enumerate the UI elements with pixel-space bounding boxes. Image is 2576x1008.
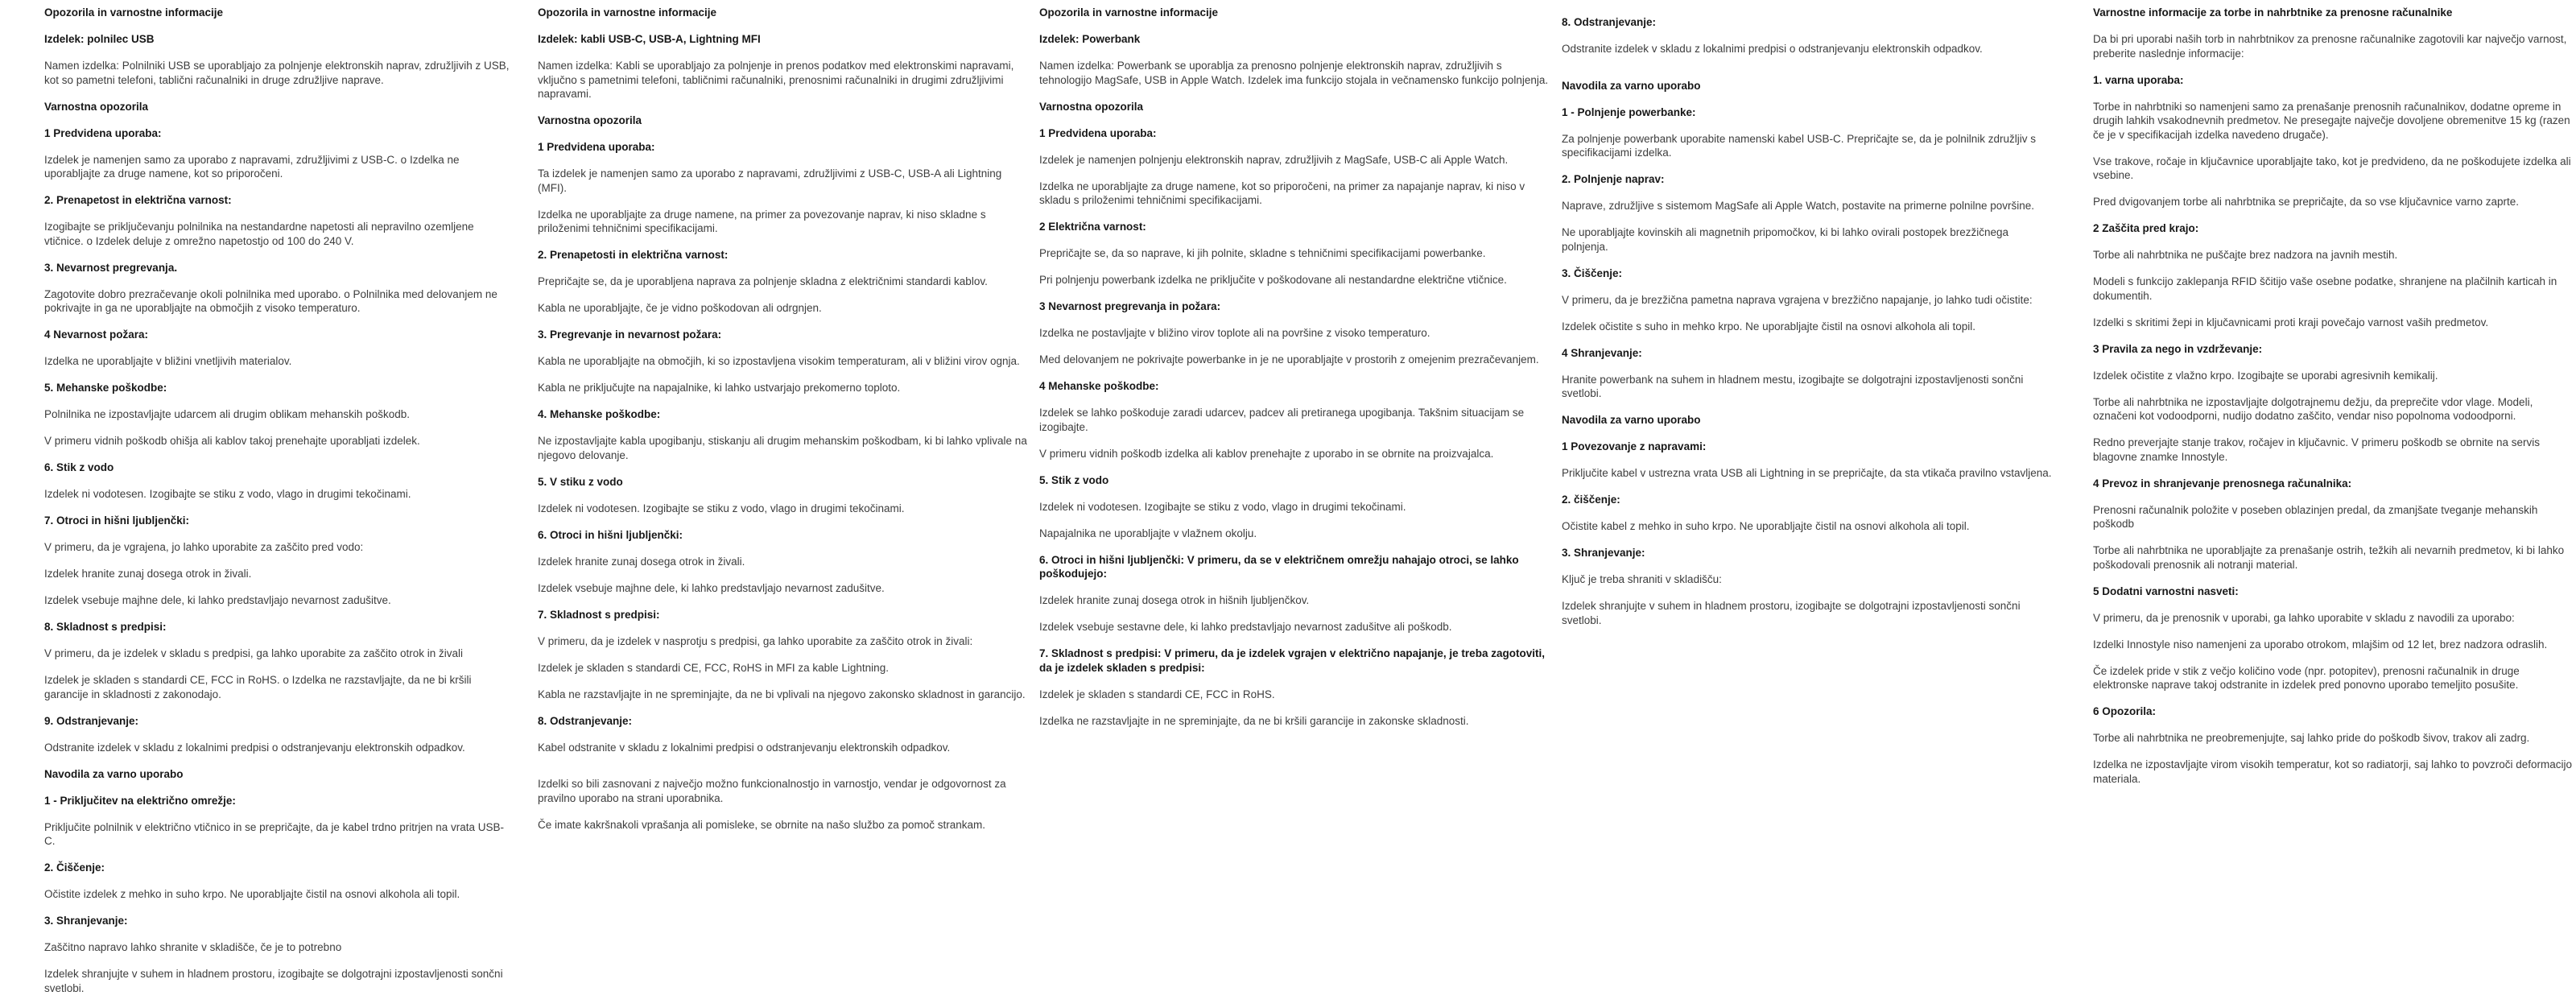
section-heading: 6. Otroci in hišni ljubljenčki: — [538, 528, 683, 541]
column-powerbank-navodila — [1562, 15, 2056, 640]
document-title: Opozorila in varnostne informacije — [44, 6, 224, 19]
paragraph: Očistite kabel z mehko in suho krpo. Ne uporabljajte čistil na osnovi alkohola ali topil. — [1562, 520, 1970, 532]
paragraph: Izdelek vsebuje majhne dele, ki lahko predstavljajo nevarnost zadušitve. — [538, 581, 885, 594]
section-heading: 1 Predvidena uporaba: — [44, 126, 162, 139]
section-heading: 5. Stik z vodo — [1039, 473, 1109, 486]
section-heading: 3 Pravila za nego in vzdrževanje: — [2093, 342, 2263, 355]
paragraph: Izdelek hranite zunaj dosega otrok in živali. — [44, 568, 252, 580]
paragraph: Izdelek shranjujte v suhem in hladnem prostoru, izogibajte se dolgotrajni izpostavljenosti sončni svetlobi. — [1562, 600, 2021, 626]
paragraph: Prepričajte se, da je uporabljena naprava za polnjenje skladna z električnimi standardi kablov. — [538, 275, 988, 287]
paragraph: V primeru, da je brezžična pametna naprava vgrajena v brezžično napajanje, jo lahko tudi očistite: — [1562, 293, 2033, 306]
paragraph: Pri polnjenju powerbank izdelka ne priključite v poškodovane ali nestandardne električne vtičnice. — [1039, 274, 1507, 286]
paragraph: Prepričajte se, da so naprave, ki jih polnite, skladne s tehničnimi specifikacijami powerbanke. — [1039, 247, 1486, 259]
column-powerbank — [1039, 6, 1550, 741]
paragraph: Če izdelek pride v stik z večjo količino vode (npr. potopitev), prenosni računalnik in druge elektronske naprave takoj odstranite in izdelek pred ponovno uporabo temeljito posušite. — [2093, 664, 2520, 691]
paragraph: Izdelek vsebuje sestavne dele, ki lahko predstavljajo nevarnost zadušitve ali poškodb. — [1039, 621, 1452, 633]
section-heading: 6. Otroci in hišni ljubljenčki: V primeru, da se v električnem omrežju nahajajo otroci, se lahko poškodujejo: — [1039, 553, 1519, 580]
section-heading: 1. varna uporaba: — [2093, 73, 2184, 86]
section-heading: Izdelek: polnilec USB — [44, 33, 155, 45]
paragraph: Za polnjenje powerbank uporabite namenski kabel USB-C. Prepričajte se, da je polnilnik združljiv s specifikacijami izdelka. — [1562, 132, 2037, 159]
paragraph: V primeru vidnih poškodb ohišja ali kablov takoj prenehajte uporabljati izdelek. — [44, 435, 420, 447]
paragraph: Redno preverjajte stanje trakov, ročajev in ključavnic. V primeru poškodb se obrnite na servis blagovne znamke Innostyle. — [2093, 436, 2541, 463]
paragraph: Kabla ne priključujte na napajalnike, ki lahko ustvarjajo prekomerno toploto. — [538, 382, 901, 394]
paragraph: Priključite kabel v ustrezna vrata USB ali Lightning in se prepričajte, da sta vtikača pravilno vstavljena. — [1562, 467, 2052, 479]
paragraph: Kabla ne razstavljajte in ne spreminjajte, da ne bi vplivali na njegovo zakonsko skladnost in garancijo. — [538, 688, 1026, 700]
column-torbe-nahrbtniki — [2093, 6, 2576, 799]
section-heading: Varnostna opozorila — [1039, 100, 1144, 113]
section-heading: 7. Skladnost s predpisi: — [538, 608, 660, 621]
paragraph: Izdelek je namenjen polnjenju elektronskih naprav, združljivih z MagSafe, USB-C ali Apple Watch. — [1039, 153, 1509, 166]
paragraph: Očistite izdelek z mehko in suho krpo. Ne uporabljajte čistil na osnovi alkohola ali topil. — [44, 888, 460, 900]
section-heading: 4. Mehanske poškodbe: — [538, 408, 661, 420]
section-heading: 2. Prenapetosti in električna varnost: — [538, 249, 729, 261]
section-heading: 8. Odstranjevanje: — [1562, 16, 1657, 28]
paragraph: Izdelek se lahko poškoduje zaradi udarcev, padcev ali pretiranega upogibanja. Takšnim situacijam se izogibajte. — [1039, 407, 1525, 433]
section-heading: 2. Prenapetost in električna varnost: — [44, 194, 232, 206]
paragraph: Kabla ne uporabljajte, če je vidno poškodovan ali odrgnjen. — [538, 302, 822, 314]
paragraph: Izogibajte se priključevanju polnilnika na nestandardne napetosti ali nepravilno ozemljene vtičnice. o Izdelek deluje z omrežno napetostjo od 100 do 240 V. — [44, 221, 474, 247]
paragraph: Izdelki so bili zasnovani z največjo možno funkcionalnostjo in varnostjo, vendar je odgovornost za pravilno uporabo na strani uporabnika. — [538, 778, 1006, 804]
paragraph: Izdelek je skladen s standardi CE, FCC in RoHS. — [1039, 688, 1275, 700]
section-heading: 4 Mehanske poškodbe: — [1039, 380, 1159, 392]
section-heading: 3. Pregrevanje in nevarnost požara: — [538, 328, 722, 341]
paragraph: V primeru, da je izdelek v skladu s predpisi, ga lahko uporabite za zaščito otrok in živali — [44, 647, 464, 659]
paragraph: Prenosni računalnik položite v poseben oblazinjen predal, da zmanjšate tveganje mehanskih poškodb — [2093, 503, 2538, 530]
section-heading: 6 Opozorila: — [2093, 705, 2157, 717]
paragraph: Med delovanjem ne pokrivajte powerbanke in je ne uporabljajte v prostorih z omejenim prezračevanjem. — [1039, 353, 1539, 366]
section-heading: 4 Nevarnost požara: — [44, 328, 149, 341]
section-heading: 4 Prevoz in shranjevanje prenosnega računalnika: — [2093, 477, 2352, 490]
document-title: Opozorila in varnostne informacije — [538, 6, 717, 19]
paragraph: Izdelek ni vodotesen. Izogibajte se stiku z vodo, vlago in drugimi tekočinami. — [1039, 500, 1406, 513]
paragraph: Zagotovite dobro prezračevanje okoli polnilnika med uporabo. o Polnilnika med delovanjem ne pokrivajte in ga ne uporabljajte na območjih z visoko temperaturo. — [44, 287, 497, 314]
paragraph: Namen izdelka: Kabli se uporabljajo za polnjenje in prenos podatkov med elektronskimi napravami, vključno s pametnimi telefoni, tabličnimi računalniki, prenosnimi računalniki in drugimi združljivimi napravami. — [538, 60, 1014, 100]
section-heading: 1 Predvidena uporaba: — [1039, 126, 1157, 139]
paragraph: Torbe in nahrbtniki so namenjeni samo za prenašanje prenosnih računalnikov, dodatne opreme in drugih lahkih vsakodnevnih predmetov. Ne presegajte največje dovoljene obremenitve 15 kg (razen če je v specifikacijah izdelka navedeno drugače). — [2093, 100, 2570, 141]
paragraph: Izdelek ni vodotesen. Izogibajte se stiku z vodo, vlago in drugimi tekočinami. — [44, 488, 411, 500]
section-heading: 8. Odstranjevanje: — [538, 714, 633, 727]
paragraph: Torbe ali nahrbtnika ne uporabljajte za prenašanje ostrih, težkih ali nevarnih predmetov, ki bi lahko poškodovali prenosnik ali notranji material. — [2093, 544, 2565, 571]
section-heading: 9. Odstranjevanje: — [44, 714, 139, 727]
section-heading: 2. Čiščenje: — [44, 861, 105, 874]
section-heading: 3 Nevarnost pregrevanja in požara: — [1039, 300, 1221, 312]
section-heading: 1 Predvidena uporaba: — [538, 141, 655, 153]
paragraph: Izdelek hranite zunaj dosega otrok in živali. — [538, 555, 745, 568]
paragraph: Ključ je treba shraniti v skladišču: — [1562, 573, 1722, 585]
section-heading: Izdelek: kabli USB-C, USB-A, Lightning MFI — [538, 33, 761, 45]
paragraph: Izdelek je skladen s standardi CE, FCC in RoHS. o Izdelka ne razstavljajte, da ne bi kršili garancije in skladnosti z zakonodajo. — [44, 674, 472, 700]
paragraph: Odstranite izdelek v skladu z lokalnimi predpisi o odstranjevanju elektronskih odpadkov. — [1562, 43, 1983, 55]
paragraph: Ne izpostavljajte kabla upogibanju, stiskanju ali drugim mehanskim poškodbam, ki bi lahko vplivale na njegovo delovanje. — [538, 435, 1027, 461]
paragraph: Izdelki s skritimi žepi in ključavnicami proti kraji povečajo varnost vaših predmetov. — [2093, 316, 2489, 328]
section-heading: 8. Skladnost s predpisi: — [44, 621, 167, 633]
section-heading: 3. Shranjevanje: — [1562, 547, 1645, 559]
section-heading: 3. Shranjevanje: — [44, 915, 128, 927]
section-heading: 2. čiščenje: — [1562, 494, 1620, 506]
paragraph: Polnilnika ne izpostavljajte udarcem ali drugim oblikam mehanskih poškodb. — [44, 408, 410, 420]
paragraph: Namen izdelka: Powerbank se uporablja za prenosno polnjenje elektronskih naprav, združljivih s tehnologijo MagSafe, USB in Apple Watch. Izdelek ima funkcijo stojala in večnamensko funkcijo polnjenja. — [1039, 60, 1549, 86]
paragraph: Naprave, združljive s sistemom MagSafe ali Apple Watch, postavite na primerne polnilne površine. — [1562, 200, 2035, 212]
section-heading: 6. Stik z vodo — [44, 461, 114, 473]
paragraph: V primeru, da je prenosnik v uporabi, ga lahko uporabite v skladu z navodili za uporabo: — [2093, 611, 2515, 624]
paragraph: Izdelek vsebuje majhne dele, ki lahko predstavljajo nevarnost zadušitve. — [44, 594, 391, 606]
paragraph: Izdelka ne postavljajte v bližino virov toplote ali na površine z visoko temperaturo. — [1039, 327, 1430, 339]
section-heading: 5. V stiku z vodo — [538, 475, 623, 488]
paragraph: Modeli s funkcijo zaklepanja RFID ščitijo vaše osebne podatke, shranjene na plačilnih karticah in dokumentih. — [2093, 275, 2557, 302]
section-heading: 2 Zaščita pred krajo: — [2093, 222, 2199, 234]
paragraph: Izdelka ne uporabljajte za druge namene, kot so priporočeni, na primer za napajanje naprav, ki niso v skladu s priloženimi tehničnimi specifikacijami. — [1039, 180, 1525, 206]
paragraph: Kabel odstranite v skladu z lokalnimi predpisi o odstranjevanju elektronskih odpadkov. — [538, 741, 951, 754]
section-heading: 7. Otroci in hišni ljubljenčki: — [44, 514, 190, 527]
section-heading: Varnostna opozorila — [538, 114, 642, 126]
section-heading: 1 - Polnjenje powerbanke: — [1562, 105, 1696, 118]
section-heading: 1 - Priključitev na električno omrežje: — [44, 794, 236, 807]
paragraph: Napajalnika ne uporabljajte v vlažnem okolju. — [1039, 527, 1257, 539]
section-heading: 4 Shranjevanje: — [1562, 346, 1642, 359]
section-heading: 1 Povezovanje z napravami: — [1562, 440, 1707, 452]
paragraph: Izdelek je skladen s standardi CE, FCC, RoHS in MFI za kable Lightning. — [538, 661, 889, 674]
section-heading: Navodila za varno uporabo — [44, 767, 184, 780]
column-polnilec-usb — [44, 6, 513, 1008]
paragraph: Izdelek očistite z vlažno krpo. Izogibajte se uporabi agresivnih kemikalij. — [2093, 369, 2438, 382]
section-heading: Varnostna opozorila — [44, 100, 149, 113]
paragraph: Izdelka ne uporabljajte v bližini vnetljivih materialov. — [44, 355, 292, 367]
section-heading: 5 Dodatni varnostni nasveti: — [2093, 585, 2239, 597]
paragraph: Izdelek očistite s suho in mehko krpo. Ne uporabljajte čistil na osnovi alkohola ali topil. — [1562, 320, 1976, 333]
paragraph: Odstranite izdelek v skladu z lokalnimi predpisi o odstranjevanju elektronskih odpadkov. — [44, 741, 465, 754]
paragraph: Izdelek hranite zunaj dosega otrok in hišnih ljubljenčkov. — [1039, 594, 1310, 606]
paragraph: V primeru vidnih poškodb izdelka ali kablov prenehajte z uporabo in se obrnite na proizvajalca. — [1039, 447, 1494, 460]
section-heading: 7. Skladnost s predpisi: V primeru, da je izdelek vgrajen v električno napajanje, je treba zagotoviti, da je izdelek skladen s predpisi: — [1039, 647, 1545, 674]
paragraph: Izdelek shranjujte v suhem in hladnem prostoru, izogibajte se dolgotrajni izpostavljenosti sončni svetlobi. — [44, 968, 503, 994]
paragraph: Izdelek ni vodotesen. Izogibajte se stiku z vodo, vlago in drugimi tekočinami. — [538, 502, 905, 514]
paragraph: V primeru, da je vgrajena, jo lahko uporabite za zaščito pred vodo: — [44, 541, 364, 553]
paragraph: Torbe ali nahrbtnika ne preobremenjujte, saj lahko pride do poškodb šivov, trakov ali zadrg. — [2093, 732, 2530, 744]
paragraph: Hranite powerbank na suhem in hladnem mestu, izogibajte se dolgotrajni izpostavljenosti sončni svetlobi. — [1562, 373, 2024, 399]
paragraph: Pred dvigovanjem torbe ali nahrbtnika se prepričajte, da so vse ključavnice varno zaprte. — [2093, 196, 2520, 208]
document-title: Varnostne informacije za torbe in nahrbtnike za prenosne računalnike — [2093, 6, 2453, 19]
paragraph: Izdelka ne uporabljajte za druge namene, na primer za povezovanje naprav, ki niso skladne s priloženimi tehničnimi specifikacijami. — [538, 208, 986, 234]
section-heading: Navodila za varno uporabo — [1562, 79, 1701, 92]
paragraph: Izdelek je namenjen samo za uporabo z napravami, združljivimi z USB-C. o Izdelka ne uporabljajte za druge namene, kot so priporočeni. — [44, 153, 460, 180]
paragraph: Ne uporabljajte kovinskih ali magnetnih pripomočkov, ki bi lahko ovirali postopek brezžičnega polnjenja. — [1562, 226, 2009, 253]
section-heading: Navodila za varno uporabo — [1562, 414, 1701, 426]
paragraph: Vse trakove, ročaje in ključavnice uporabljajte tako, kot je predvideno, da ne poškodujete izdelka ali vsebine. — [2093, 155, 2571, 181]
column-kabli — [538, 6, 1032, 845]
paragraph: Izdelka ne razstavljajte in ne spreminjajte, da ne bi kršili garancije in zakonske skladnosti. — [1039, 714, 1469, 727]
paragraph: V primeru, da je izdelek v nasprotju s predpisi, ga lahko uporabite za zaščito otrok in živali: — [538, 634, 973, 647]
paragraph: Priključite polnilnik v električno vtičnico in se prepričajte, da je kabel trdno pritrjen na vrata USB-C. — [44, 820, 505, 847]
section-heading: 3. Nevarnost pregrevanja. — [44, 261, 178, 274]
section-heading: 5. Mehanske poškodbe: — [44, 382, 167, 394]
paragraph: Torbe ali nahrbtnika ne izpostavljajte dolgotrajnemu dežju, da preprečite vdor vlage. Modeli, označeni kot vodoodporni, nudijo dodatno zaščito, vendar niso popolnoma vodoodporni. — [2093, 395, 2533, 422]
paragraph: Namen izdelka: Polnilniki USB se uporabljajo za polnjenje elektronskih naprav, združljivih z USB, kot so pametni telefoni, tablični računalniki in druge združljive naprave. — [44, 60, 510, 86]
paragraph: Zaščitno napravo lahko shranite v skladišče, če je to potrebno — [44, 941, 342, 953]
paragraph: Kabla ne uporabljajte na območjih, ki so izpostavljena visokim temperaturam, ali v bližini virov ognja. — [538, 355, 1020, 367]
paragraph: Če imate kakršnakoli vprašanja ali pomisleke, se obrnite na našo službo za pomoč strankam. — [538, 818, 986, 831]
paragraph: Izdelka ne izpostavljajte virom visokih temperatur, kot so radiatorji, saj lahko to povzroči deformacijo materiala. — [2093, 758, 2573, 785]
document-title: Opozorila in varnostne informacije — [1039, 6, 1219, 19]
paragraph: Da bi pri uporabi naših torb in nahrbtnikov za prenosne računalnike zagotovili kar največjo varnost, preberite naslednje informacije: — [2093, 33, 2567, 60]
section-heading: 3. Čiščenje: — [1562, 266, 1623, 279]
paragraph: Izdelki Innostyle niso namenjeni za uporabo otrokom, mlajšim od 12 let, brez nadzora odraslih. — [2093, 638, 2548, 651]
paragraph: Torbe ali nahrbtnika ne puščajte brez nadzora na javnih mestih. — [2093, 249, 2398, 261]
section-heading: 2. Polnjenje naprav: — [1562, 173, 1665, 185]
section-heading: Izdelek: Powerbank — [1039, 33, 1141, 45]
paragraph: Ta izdelek je namenjen samo za uporabo z napravami, združljivimi z USB-C, USB-A ali Lightning (MFI). — [538, 167, 1002, 194]
section-heading: 2 Električna varnost: — [1039, 221, 1146, 233]
